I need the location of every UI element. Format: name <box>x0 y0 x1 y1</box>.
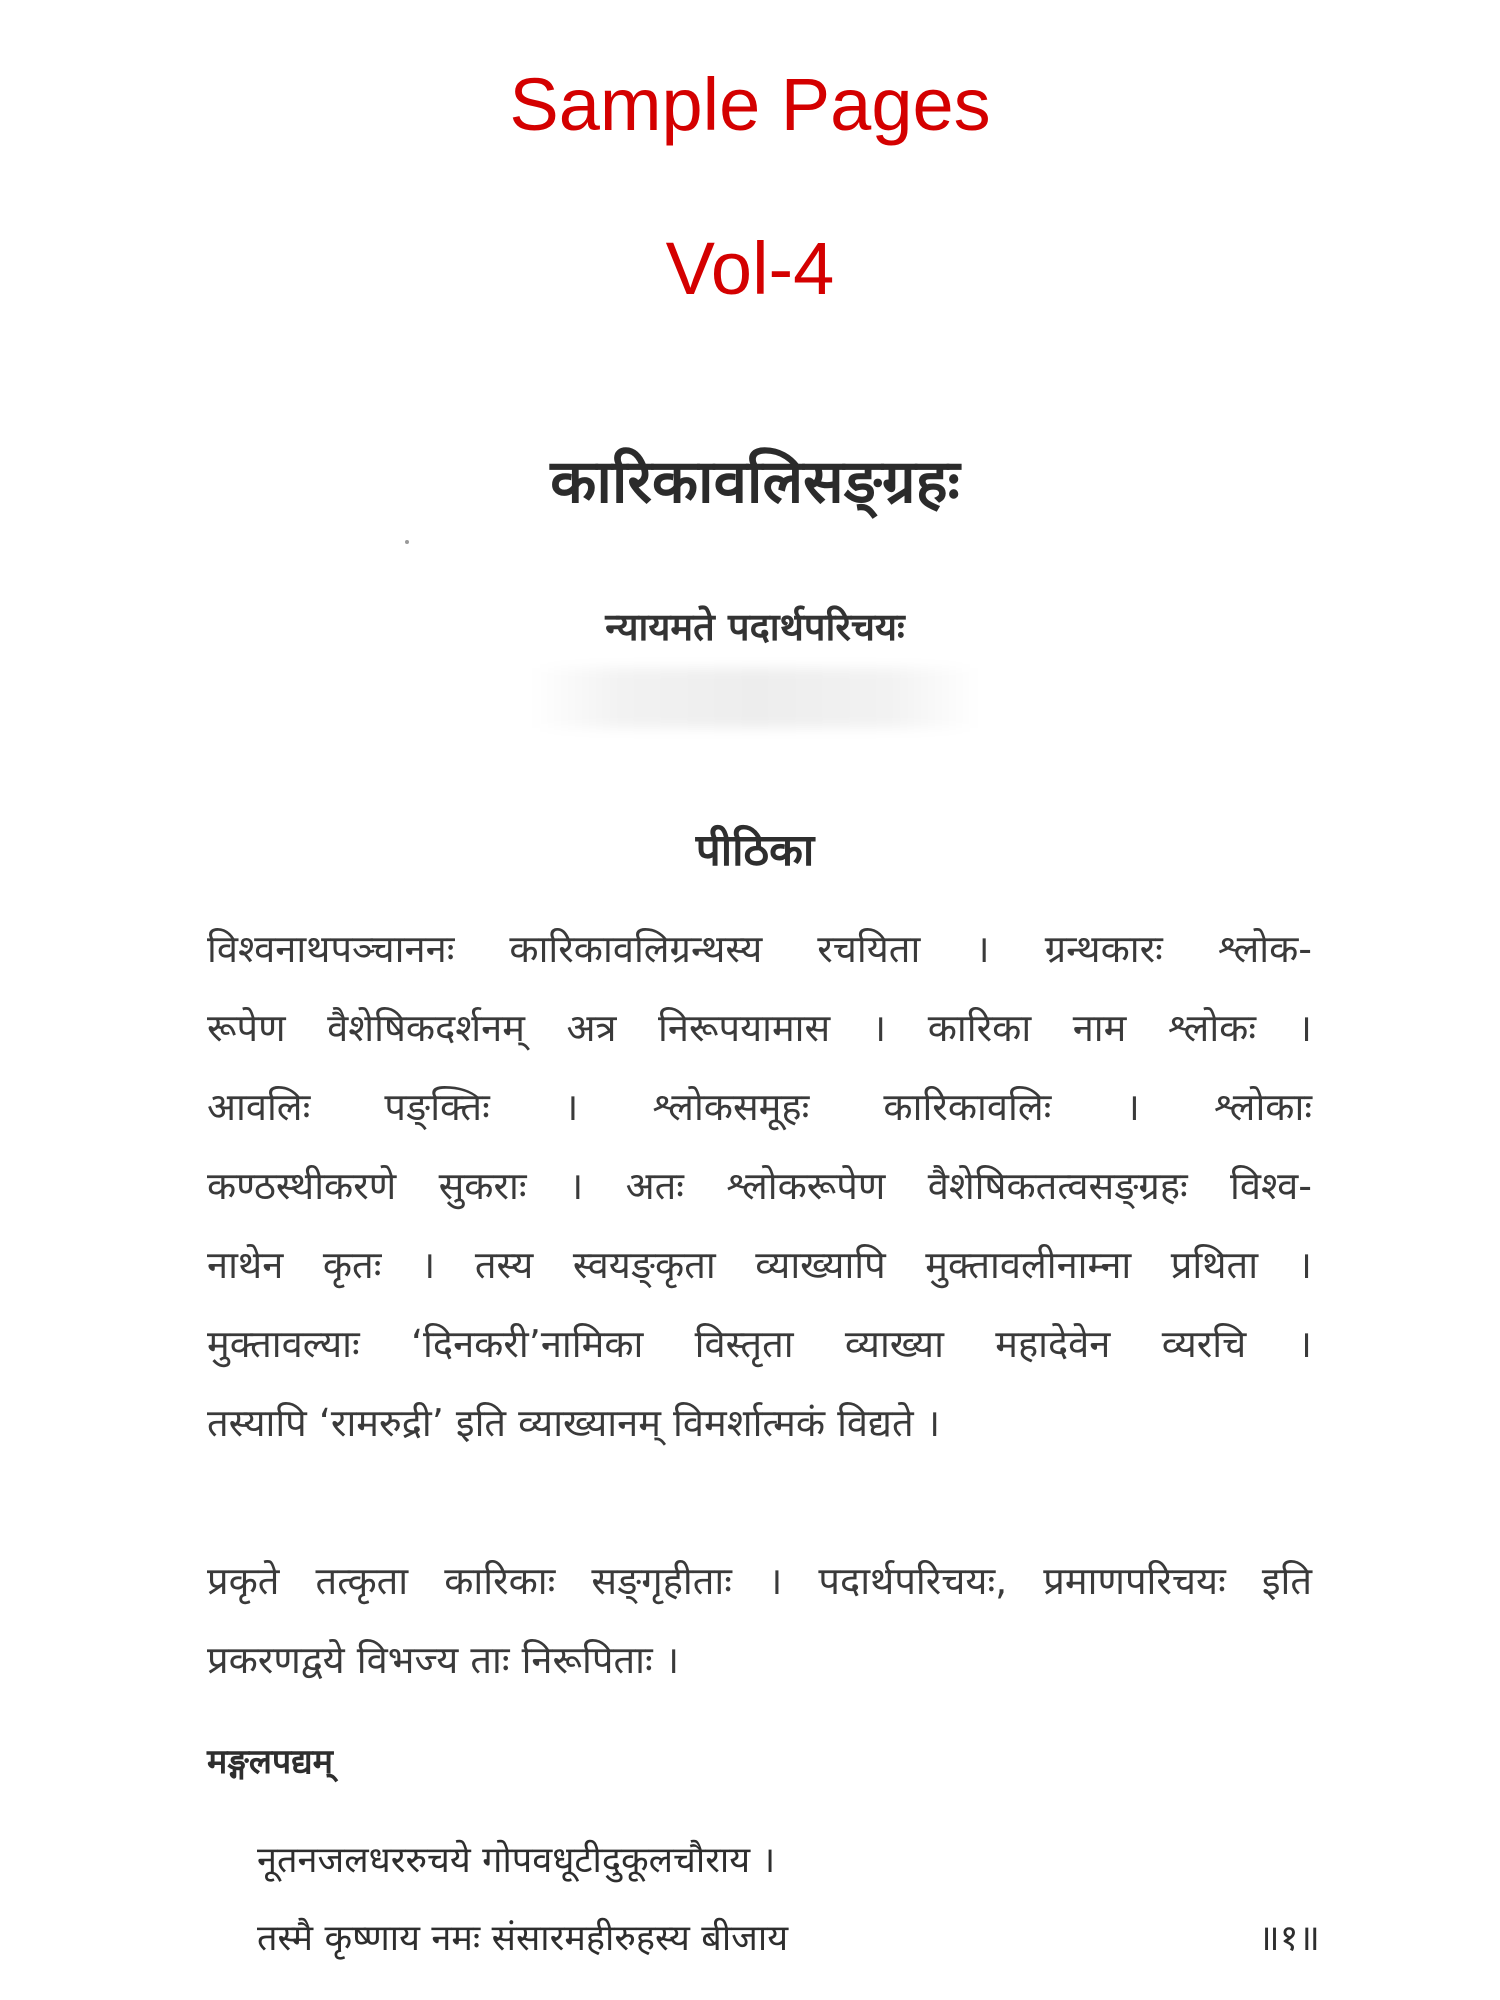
paragraph-line: मुक्तावल्याः ‘दिनकरी’नामिका विस्तृता व्याख्या महादेवेन व्यरचि । <box>207 1322 1312 1366</box>
volume-label: Vol-4 <box>665 227 835 310</box>
verse-line: तस्मै कृष्णाय नमः संसारमहीरुहस्य बीजाय <box>257 1918 789 1959</box>
bleed-through-shadow <box>530 668 980 728</box>
intro-paragraph <box>207 910 1312 1463</box>
paragraph-line: आवलिः पङ्क्तिः । श्लोकसमूहः कारिकावलिः । श्लोकाः <box>207 1085 1312 1129</box>
paragraph-line: प्रकृते तत्कृता कारिकाः सङ्गृहीताः । पदार्थपरिचयः, प्रमाणपरिचयः इति <box>207 1559 1312 1603</box>
book-subtitle: न्यायमते पदार्थपरिचयः <box>605 604 905 649</box>
paragraph-line: नाथेन कृतः । तस्य स्वयङ्कृता व्याख्यापि मुक्तावलीनाम्ना प्रथिता । <box>207 1243 1312 1287</box>
paragraph-line: रूपेण वैशेषिकदर्शनम् अत्र निरूपयामास । कारिका नाम श्लोकः । <box>207 1006 1312 1050</box>
scanned-page <box>190 400 1320 1980</box>
mangala-heading: मङ्गलपद्यम् <box>207 1742 333 1782</box>
section-heading: पीठिका <box>695 825 815 876</box>
book-title: कारिकावलिसङ्ग्रहः <box>550 447 960 517</box>
scan-speck <box>405 540 409 544</box>
paragraph-line: तस्यापि ‘रामरुद्री’ इति व्याख्यानम् विमर्शात्मकं विद्यते । <box>207 1401 941 1445</box>
verse-number: ॥१॥ <box>1258 1918 1320 1959</box>
verse-line: नूतनजलधररुचये गोपवधूटीदुकूलचौराय । <box>257 1840 776 1881</box>
sample-pages-label: Sample Pages <box>509 63 991 146</box>
scope-paragraph <box>207 1542 1312 1700</box>
paragraph-line: विश्वनाथपञ्चाननः कारिकावलिग्रन्थस्य रचयिता । ग्रन्थकारः श्लोक- <box>207 927 1312 971</box>
paragraph-line: प्रकरणद्वये विभज्य ताः निरूपिताः । <box>207 1638 680 1682</box>
paragraph-line: कण्ठस्थीकरणे सुकराः । अतः श्लोकरूपेण वैशेषिकतत्वसङ्ग्रहः विश्व- <box>207 1164 1312 1208</box>
